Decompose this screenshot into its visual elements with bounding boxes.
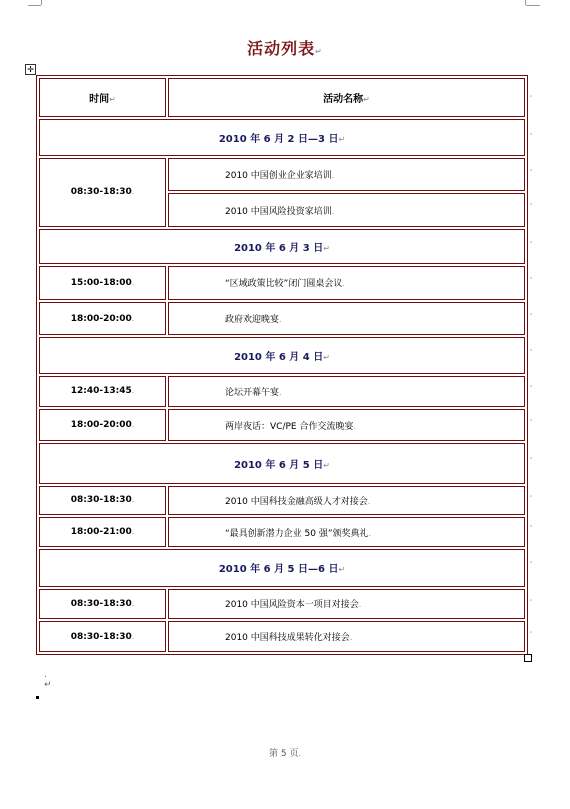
row-end-mark: , [530, 520, 533, 528]
activity-cell: 2010 中国风险投资家培训. [168, 193, 525, 227]
table-resize-handle-icon[interactable] [524, 654, 532, 662]
activity-cell: 政府欢迎晚宴. [168, 302, 525, 335]
time-cell: 15:00-18:00. [39, 266, 166, 301]
table-row [39, 409, 525, 441]
header-row [39, 78, 525, 117]
activity-cell: 两岸夜话：VC/PE 合作交流晚宴. [168, 409, 525, 441]
activity-cell: 论坛开幕午宴. [168, 376, 525, 408]
table-row [39, 376, 525, 408]
anchor-mark-icon [36, 696, 39, 699]
date-row [39, 119, 525, 156]
date-cell: 2010 年 6 月 4 日↵ [39, 337, 525, 374]
row-end-mark: , [530, 594, 533, 602]
row-end-mark: , [530, 128, 533, 136]
activity-cell: “最具创新潜力企业 50 强”颁奖典礼. [168, 517, 525, 547]
time-cell: 18:00-21:00. [39, 517, 166, 547]
document-title: 活动列表↵ [247, 39, 323, 58]
page-footer: 第 5 页. [269, 749, 301, 759]
time-cell: 08:30-18:30. [39, 486, 166, 516]
row-end-mark: , [530, 380, 533, 388]
table-row [39, 302, 525, 335]
time-cell: 08:30-18:30. [39, 158, 166, 227]
table-row [39, 517, 525, 547]
row-end-mark: , [530, 490, 533, 498]
row-end-mark: , [530, 452, 533, 460]
activity-cell: “区域政策比较”闭门圆桌会议. [168, 266, 525, 301]
header-time: 时间↵ [39, 78, 166, 117]
row-end-mark: , [530, 164, 533, 172]
table-row [39, 621, 525, 652]
activity-cell: 2010 中国风险资本一项目对接会. [168, 589, 525, 620]
row-end-mark: , [530, 198, 533, 206]
table-row [39, 589, 525, 620]
header-name: 活动名称↵ [168, 78, 525, 117]
date-cell: 2010 年 6 月 3 日↵ [39, 229, 525, 264]
date-row [39, 443, 525, 484]
row-end-mark: , [530, 236, 533, 244]
row-end-mark: , [530, 90, 533, 98]
date-cell: 2010 年 6 月 2 日—3 日↵ [39, 119, 525, 156]
date-cell: 2010 年 6 月 5 日—6 日↵ [39, 549, 525, 587]
time-cell: 08:30-18:30. [39, 621, 166, 652]
activity-cell: 2010 中国科技金融高级人才对接会. [168, 486, 525, 516]
crop-mark-top-left [41, 0, 42, 5]
row-end-mark: , [530, 626, 533, 634]
time-cell: 08:30-18:30. [39, 589, 166, 620]
row-end-mark: , [530, 556, 533, 564]
row-end-mark: , [530, 344, 533, 352]
row-end-mark: , [530, 414, 533, 422]
table-row [39, 486, 525, 516]
date-cell: 2010 年 6 月 5 日↵ [39, 443, 525, 484]
activity-cell: 2010 中国创业企业家培训. [168, 158, 525, 192]
activity-cell: 2010 中国科技成果转化对接会. [168, 621, 525, 652]
date-row [39, 229, 525, 264]
date-row [39, 337, 525, 374]
time-cell: 12:40-13:45. [39, 376, 166, 408]
crop-mark-top-left-h [28, 5, 41, 6]
table-row [39, 266, 525, 301]
paragraph-mark-icon: ↵ [315, 47, 323, 56]
paragraph-mark-icon: . ↵ [44, 670, 52, 690]
row-end-mark: , [530, 308, 533, 316]
time-cell: 18:00-20:00. [39, 409, 166, 441]
time-cell: 18:00-20:00. [39, 302, 166, 335]
date-row [39, 549, 525, 587]
crop-mark-top-right-h [526, 5, 540, 6]
activity-table [36, 75, 528, 655]
table-row [39, 158, 525, 192]
row-end-mark: , [530, 272, 533, 280]
table-move-handle-icon[interactable]: ✛ [25, 64, 36, 75]
